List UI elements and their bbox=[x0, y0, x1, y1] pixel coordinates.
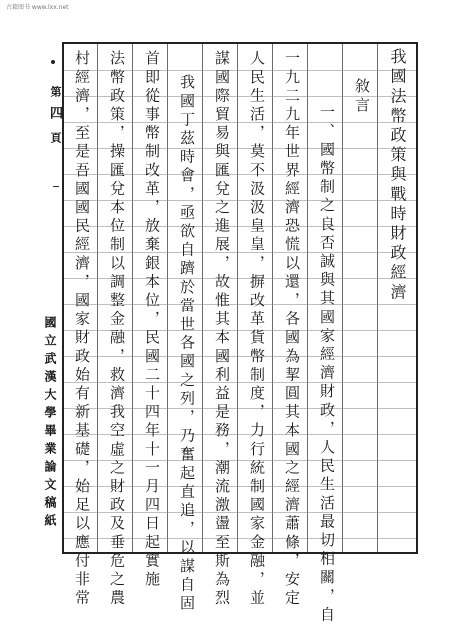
column-rule bbox=[202, 44, 203, 552]
university-name: 國立武漢大學畢業論文稿紙 bbox=[43, 316, 57, 532]
page-number: 四 bbox=[47, 106, 62, 119]
body-column: 一、國幣制之良否誠與其國家經濟財政，人民生活最切相關，自 bbox=[318, 104, 336, 625]
column-rule bbox=[132, 44, 133, 552]
column-rule bbox=[237, 44, 238, 552]
watermark-text: 古籍图书 www.lxx.net bbox=[6, 4, 69, 11]
body-column: 法幣政策，操匯兌本位制以調整金融，救濟我空虛之財政及垂危之農 bbox=[108, 50, 126, 608]
document-title: 我國法幣政策與戰時財政經濟 bbox=[388, 48, 407, 303]
body-column: 謀國際貿易與匯兌之進展，故惟其本國利益是務，潮流激盪至斯為烈 bbox=[213, 50, 231, 608]
column-rule bbox=[97, 44, 98, 552]
margin-tick bbox=[53, 186, 59, 187]
body-column: 村經濟，至是吾國國民經濟，國家財政始有新基礎，始足以應付非常 bbox=[73, 50, 91, 608]
margin-dot bbox=[51, 60, 55, 64]
body-column: 一九二九年世界經濟恐慌以還，各國為挈圓其本國之經濟蕭條，安定 bbox=[283, 50, 301, 608]
body-column: 人民生活，莫不汲汲皇皇，摒改革貨幣制度，力行統制國家金融，並 bbox=[248, 50, 266, 608]
column-rule bbox=[377, 44, 378, 552]
page-prefix: 第 bbox=[49, 86, 62, 97]
column-rule bbox=[342, 44, 343, 552]
body-column: 首即從事幣制改革，放棄銀本位，民國二十四年十一月四日起實施 bbox=[143, 50, 161, 590]
column-rule bbox=[272, 44, 273, 552]
preface-heading: 敘言 bbox=[353, 78, 371, 116]
page-suffix: 頁 bbox=[49, 132, 62, 143]
manuscript-grid bbox=[62, 42, 418, 625]
column-rule bbox=[307, 44, 308, 552]
column-rule bbox=[167, 44, 168, 552]
body-column: 我國丁茲時會，亟欲自躋於當世各國之列，乃奮起直追，以謀自固 bbox=[178, 74, 196, 614]
